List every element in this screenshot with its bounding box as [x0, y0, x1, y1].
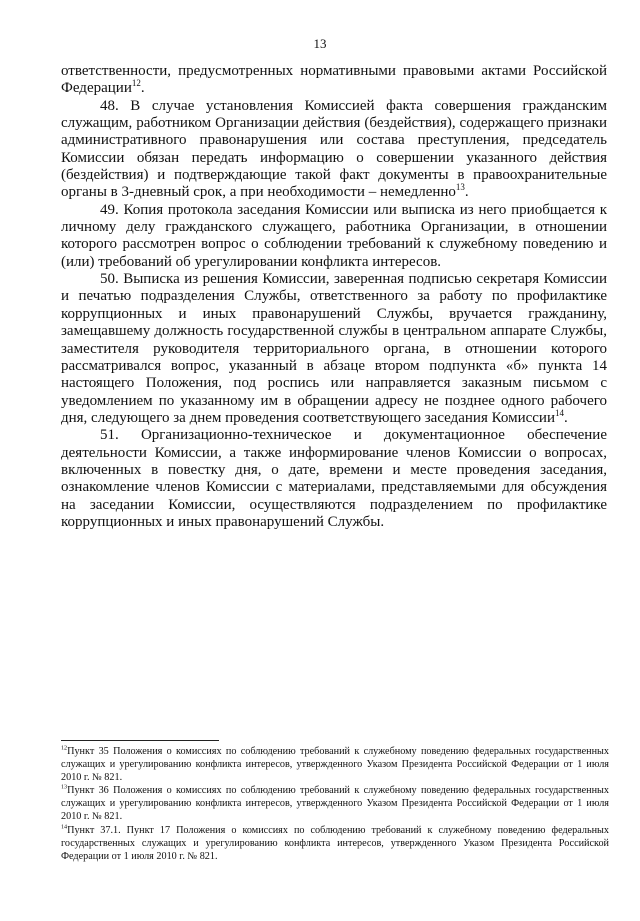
footnote-text: Пункт 36 Положения о комиссиях по соблюдению требований к служебному поведению федеральных государственных служащих и урегулированию конфликта интересов, утвержденного Указом Президента Российской Федерации от 1 июля 2010 г. № 821.: [61, 785, 609, 823]
footnote-text: Пункт 37.1. Пункт 17 Положения о комиссиях по соблюдению требований к служебному поведению федеральных государственных служащих и урегулированию конфликта интересов, утвержденного Указом Президента Российской Федерации от 1 июля 2010 г. № 821.: [61, 824, 609, 862]
footnote-number: 13: [61, 784, 68, 791]
footnote-ref[interactable]: 14: [554, 407, 564, 418]
paragraph-text: 51. Организационно-техническое и документационное обеспечение деятельности Комиссии, а также информирование членов Комиссии о вопросах, включенных в повестку дня, о дате, времени и месте проведения заседания, ознакомление членов Комиссии с материалами, представляемыми для обсуждения на заседании Комиссии, осуществляются подразделением по профилактике коррупционных и иных правонарушений Службы.: [61, 427, 607, 530]
page-number: 13: [313, 36, 327, 51]
paragraph-text: 48. В случае установления Комиссией факта совершения гражданским служащим, работником Организации действия (бездействия), содержащего признаки административного правонарушения или состава преступления, председатель Комиссии обязан передать информацию о совершении указанного действия (бездействия) и подтверждающие такой факт документы в правоохранительные органы в 3-дневный срок, а при необходимости – немедленно: [61, 97, 607, 201]
paragraph-48: [61, 98, 607, 202]
footnote-number: 14: [61, 824, 68, 831]
footnote-ref[interactable]: 13: [455, 182, 465, 193]
footnote-14: [61, 824, 609, 863]
footnote-12: [61, 745, 609, 784]
paragraph-text: 49. Копия протокола заседания Комиссии или выписка из него приобщается к личному делу гражданского служащего, работника Организации, в отношении которого рассмотрен вопрос о соблюдении требований к служебному поведению и (или) требований об урегулировании конфликта интересов.: [61, 201, 607, 270]
footnote-number: 12: [61, 745, 68, 752]
footnotes: [61, 745, 609, 863]
paragraph-51: [61, 427, 607, 531]
document-body: [61, 63, 607, 531]
footnote-text: Пункт 35 Положения о комиссиях по соблюдению требований к служебному поведению федеральных государственных служащих и урегулированию конфликта интересов, утвержденного Указом Президента Российской Федерации от 1 июля 2010 г. № 821.: [61, 746, 609, 784]
paragraph-50: [61, 271, 607, 427]
paragraph-end: .: [140, 80, 145, 97]
footnote-separator: [61, 740, 219, 741]
footnote-13: [61, 784, 609, 823]
paragraph-text: 50. Выписка из решения Комиссии, заверенная подписью секретаря Комиссии и печатью подразделения Службы, ответственного за работу по профилактике коррупционных и иных правонарушений Службы, вручается гражданину, замещавшему должность государственной службы в центральном аппарате Службы, заместителя руководителя территориального органа, в отношении которого рассматривался вопрос, указанный в абзаце втором подпункта «б» пункта 14 настоящего Положения, под роспись или направляется заказным письмом с уведомлением по указанному им в обращении адресу не позднее одного рабочего дня, следующего за днем проведения соответствующего заседания Комиссии: [61, 271, 607, 426]
paragraph-end: .: [464, 184, 469, 201]
paragraph-49: [61, 202, 607, 271]
paragraph-continuation: [61, 63, 607, 98]
footnote-ref[interactable]: 12: [131, 78, 141, 89]
paragraph-end: .: [563, 409, 568, 426]
paragraph-text: ответственности, предусмотренных нормативными правовыми актами Российской Федерации: [61, 63, 607, 97]
